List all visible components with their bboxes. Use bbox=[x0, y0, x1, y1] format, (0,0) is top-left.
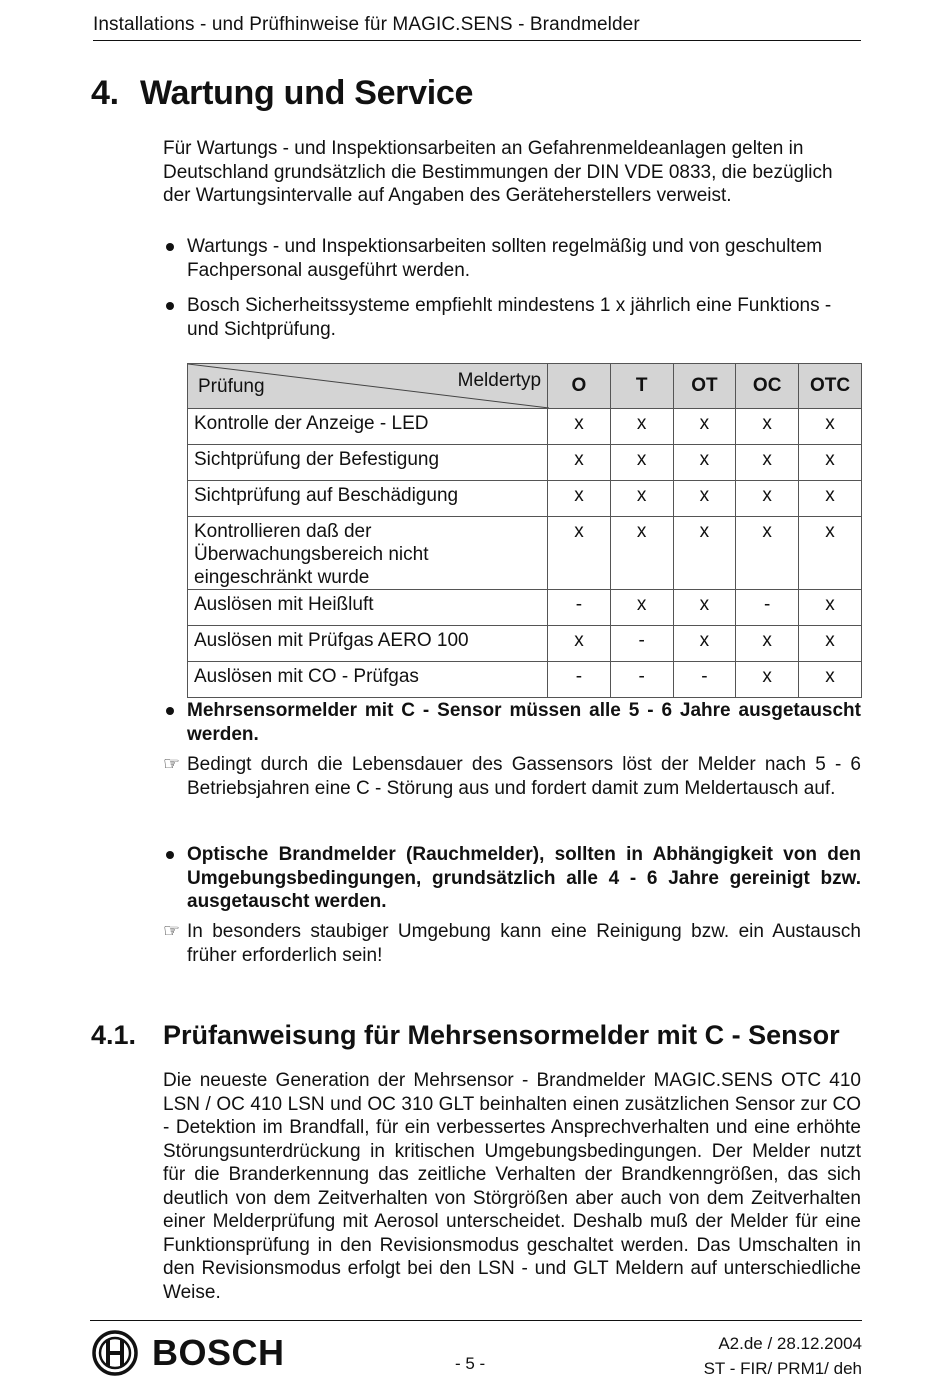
document-info bbox=[704, 1331, 862, 1381]
table-cell: x bbox=[799, 409, 862, 445]
column-header: OC bbox=[736, 364, 799, 409]
list-item-text: Optische Brandmelder (Rauchmelder), sollten in Abhängigkeit von den Umgebungsbedingungen, grundsätzlich alle 4 - 6 Jahre gereinigt bzw. ausgetauscht werden. bbox=[187, 844, 861, 912]
page-number: - 5 - bbox=[455, 1354, 486, 1373]
document-date: A2.de / 28.12.2004 bbox=[718, 1334, 862, 1353]
column-header: OTC bbox=[799, 364, 862, 409]
list-item bbox=[163, 699, 861, 746]
section-number: 4. bbox=[91, 74, 119, 112]
table-cell: - bbox=[610, 626, 673, 662]
row-label: Sichtprüfung auf Beschädigung bbox=[188, 481, 548, 517]
table-cell: x bbox=[673, 517, 736, 590]
corner-label-meldertyp: Meldertyp bbox=[457, 370, 542, 391]
row-label: Kontrollieren daß der Überwachungsbereich nicht eingeschränkt wurde bbox=[188, 517, 548, 590]
table-row bbox=[188, 590, 862, 626]
table-header-row bbox=[188, 364, 862, 409]
table-row bbox=[188, 445, 862, 481]
table-cell: - bbox=[736, 590, 799, 626]
table-cell: - bbox=[548, 590, 611, 626]
table-cell: x bbox=[548, 445, 611, 481]
table-cell: x bbox=[799, 445, 862, 481]
table-cell: x bbox=[799, 626, 862, 662]
running-header: Installations - und Prüfhinweise für MAGIC.SENS - Brandmelder bbox=[93, 14, 861, 41]
section-title: Wartung und Service bbox=[140, 74, 474, 112]
table-cell: - bbox=[548, 662, 611, 698]
table-cell: x bbox=[610, 445, 673, 481]
subsection-title: Prüfanweisung für Mehrsensormelder mit C - Sensor bbox=[163, 1020, 840, 1050]
table-cell: x bbox=[736, 481, 799, 517]
table-cell: x bbox=[799, 662, 862, 698]
inspection-matrix-table bbox=[187, 363, 862, 698]
table-cell: x bbox=[799, 517, 862, 590]
table-row bbox=[188, 662, 862, 698]
table-cell: x bbox=[736, 626, 799, 662]
hint-text: Bedingt durch die Lebensdauer des Gassensors löst der Melder nach 5 - 6 Betriebsjahren eine C - Störung aus und fordert damit zum Meldertausch auf. bbox=[187, 754, 861, 799]
bosch-armature-icon bbox=[92, 1330, 138, 1376]
table-corner-cell bbox=[188, 364, 548, 409]
bullet-icon bbox=[166, 851, 174, 859]
table-cell: x bbox=[548, 626, 611, 662]
hint-text: In besonders staubiger Umgebung kann eine Reinigung bzw. ein Austausch früher erforderlich sein! bbox=[187, 921, 861, 966]
subsection-heading bbox=[91, 1020, 840, 1051]
bullet-icon bbox=[166, 707, 174, 715]
hint-item bbox=[163, 920, 861, 967]
bosch-wordmark: BOSCH bbox=[152, 1332, 285, 1373]
table-cell: x bbox=[548, 517, 611, 590]
table-cell: x bbox=[736, 662, 799, 698]
column-header: T bbox=[610, 364, 673, 409]
section-heading bbox=[91, 74, 473, 113]
table-cell: x bbox=[610, 517, 673, 590]
column-header: O bbox=[548, 364, 611, 409]
table-cell: x bbox=[548, 481, 611, 517]
list-item bbox=[163, 235, 861, 282]
table-cell: x bbox=[799, 590, 862, 626]
corner-label-pruefung: Prüfung bbox=[198, 376, 265, 397]
column-header: OT bbox=[673, 364, 736, 409]
table-cell: x bbox=[610, 590, 673, 626]
table-cell: x bbox=[610, 481, 673, 517]
subsection-number: 4.1. bbox=[91, 1020, 137, 1050]
row-label: Auslösen mit CO - Prüfgas bbox=[188, 662, 548, 698]
table-cell: x bbox=[736, 517, 799, 590]
table-cell: x bbox=[673, 481, 736, 517]
table-row bbox=[188, 517, 862, 590]
pointing-hand-icon: ☞ bbox=[163, 921, 181, 942]
bosch-logo bbox=[92, 1330, 285, 1376]
list-item-text: Mehrsensormelder mit C - Sensor müssen alle 5 - 6 Jahre ausgetauscht werden. bbox=[187, 700, 861, 745]
list-item bbox=[163, 294, 861, 341]
row-label: Sichtprüfung der Befestigung bbox=[188, 445, 548, 481]
document-code: ST - FIR/ PRM1/ deh bbox=[703, 1359, 862, 1378]
table-cell: x bbox=[673, 590, 736, 626]
table-row bbox=[188, 409, 862, 445]
list-item-text: Wartungs - und Inspektionsarbeiten sollten regelmäßig und von geschultem Fachpersonal ausgeführt werden. bbox=[187, 236, 823, 281]
footer-rule bbox=[90, 1320, 862, 1321]
table-row bbox=[188, 481, 862, 517]
row-label: Auslösen mit Prüfgas AERO 100 bbox=[188, 626, 548, 662]
subsection-paragraph: Die neueste Generation der Mehrsensor - Brandmelder MAGIC.SENS OTC 410 LSN / OC 410 LSN und OC 310 GLT beinhalten einen zusätzlichen Sensor zur CO - Detektion im Brandfall, für ein verbessertes Ansprechverhalten und eine erhöhte Störungsunterdrückung in kritischen Umgebungsbedingungen. Der Melder nutzt für die Branderkennung das zeitliche Verhalten der Brandkenngrößen, das sich deutlich von dem Zeitverhalten von Störgrößen aber auch von dem Zeitverhalten einer Melderprüfung mit Aerosol unterscheidet. Deshalb muß der Melder für eine Funktionsprüfung in den Revisionsmodus geschaltet werden. Das Umschalten in den Revisionsmodus erfolgt bei den LSN - und GLT Meldern auf unterschiedliche Weise. bbox=[163, 1070, 861, 1303]
hint-item bbox=[163, 753, 861, 800]
intro-paragraph: Für Wartungs - und Inspektionsarbeiten an Gefahrenmeldeanlagen gelten in Deutschland grundsätzlich die Bestimmungen der DIN VDE 0833, die bezüglich der Wartungsintervalle auf Angaben des Geräteherstellers verweist. bbox=[163, 138, 833, 206]
table-cell: - bbox=[610, 662, 673, 698]
table-cell: x bbox=[548, 409, 611, 445]
table-row bbox=[188, 626, 862, 662]
table-cell: x bbox=[673, 409, 736, 445]
row-label: Kontrolle der Anzeige - LED bbox=[188, 409, 548, 445]
table-cell: x bbox=[736, 445, 799, 481]
list-item bbox=[163, 843, 861, 914]
table-cell: x bbox=[673, 445, 736, 481]
row-label: Auslösen mit Heißluft bbox=[188, 590, 548, 626]
list-item-text: Bosch Sicherheitssysteme empfiehlt mindestens 1 x jährlich eine Funktions - und Sichtprüfung. bbox=[187, 295, 832, 340]
table-cell: x bbox=[799, 481, 862, 517]
bullet-icon bbox=[166, 302, 174, 310]
pointing-hand-icon: ☞ bbox=[163, 754, 181, 775]
table-cell: x bbox=[610, 409, 673, 445]
table-cell: - bbox=[673, 662, 736, 698]
table-cell: x bbox=[736, 409, 799, 445]
table-cell: x bbox=[673, 626, 736, 662]
bullet-icon bbox=[166, 243, 174, 251]
